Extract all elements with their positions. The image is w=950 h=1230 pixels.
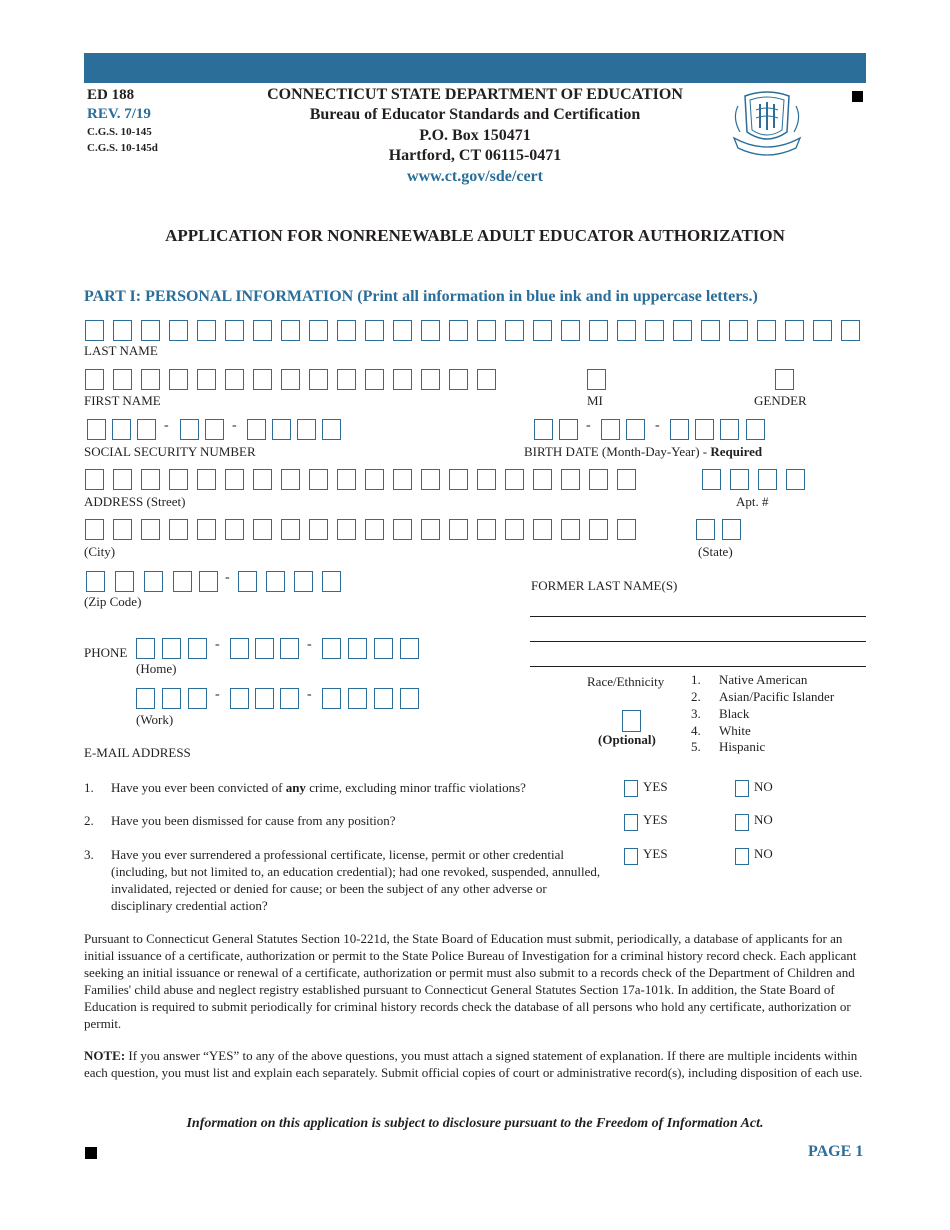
race-box[interactable] <box>622 710 641 732</box>
no-label: NO <box>754 779 773 794</box>
race-option-num: 4. <box>691 723 701 738</box>
email-label: E-MAIL ADDRESS <box>84 745 191 760</box>
apt-label: Apt. # <box>736 494 769 509</box>
mi-label: MI <box>587 393 603 408</box>
ssn-label: SOCIAL SECURITY NUMBER <box>84 444 256 459</box>
race-option-label: White <box>719 723 751 738</box>
no-label: NO <box>754 812 773 827</box>
page-number: PAGE 1 <box>808 1143 864 1160</box>
work-label: (Work) <box>136 712 174 727</box>
race-option-num: 3. <box>691 706 701 721</box>
address-label: ADDRESS (Street) <box>84 494 186 509</box>
first-name-label: FIRST NAME <box>84 393 161 408</box>
zip-label: (Zip Code) <box>84 594 142 609</box>
city-address: Hartford, CT 06115-0471 <box>388 147 562 164</box>
state-label: (State) <box>698 544 733 559</box>
yes-label: YES <box>643 812 668 827</box>
q2-no-checkbox[interactable] <box>735 814 749 831</box>
header-bar <box>84 53 866 83</box>
birth-dash-1: - <box>586 418 591 433</box>
home-label: (Home) <box>136 661 177 676</box>
last-name-label: LAST NAME <box>84 343 158 358</box>
former-last-name-line-2[interactable] <box>530 641 866 642</box>
gender-label: GENDER <box>754 393 807 408</box>
race-option-label: Asian/Pacific Islander <box>719 689 835 704</box>
form-revision: REV. 7/19 <box>87 106 151 122</box>
race-option-num: 1. <box>691 672 701 687</box>
statute-paragraph: Pursuant to Connecticut General Statutes Section 10-221d, the State Board of Education must submit, periodically, a database of applicants for an initial issuance of a certificate, authorization or permit to the State Police Bureau of Investigation for a criminal history record check. Each applicant seeking an initial issuance or renewal of a certificate, authorization or permit must also submit to a records check of the Department of Children and Families' child abuse and neglect registry established pursuant to Connecticut General Statutes Section 17a-101k. In addition, the State Board of Education is required to submit periodically for criminal history records check the database of all persons who hold any certificate, authorization or permit. <box>84 931 857 1031</box>
part1-title: PART I: PERSONAL INFORMATION <box>84 288 354 305</box>
yes-label: YES <box>643 846 668 861</box>
ssn-dash-2: - <box>232 418 237 433</box>
foi-notice: Information on this application is subject to disclosure pursuant to the Freedom of Information Act. <box>186 1116 764 1131</box>
former-last-name-line-1[interactable] <box>530 616 866 617</box>
website-link[interactable]: www.ct.gov/sde/cert <box>407 168 543 185</box>
bureau-name: Bureau of Educator Standards and Certification <box>309 106 641 123</box>
note-paragraph: NOTE: If you answer “YES” to any of the above questions, you must attach a signed statement of explanation. If there are multiple incidents within each question, you must list and explain each separately. Submit official copies of court or administrative record(s), including disposition of each use. <box>84 1048 863 1080</box>
part1-heading <box>84 288 758 306</box>
state-seal-icon <box>730 88 804 160</box>
no-label: NO <box>754 846 773 861</box>
work-phone-dash-2: - <box>307 687 312 702</box>
race-option-num: 2. <box>691 689 701 704</box>
q1-yes-checkbox[interactable] <box>624 780 638 797</box>
part1-instructions: (Print all information in blue ink and in uppercase letters.) <box>357 288 758 305</box>
former-last-name-line-3[interactable] <box>530 666 866 667</box>
race-optional-label: (Optional) <box>598 732 656 747</box>
race-label: Race/Ethnicity <box>587 674 665 689</box>
home-phone-dash-1: - <box>215 637 220 652</box>
q1-no-checkbox[interactable] <box>735 780 749 797</box>
phone-label: PHONE <box>84 645 128 660</box>
race-option-label: Hispanic <box>719 739 766 754</box>
form-title: APPLICATION FOR NONRENEWABLE ADULT EDUCATOR AUTHORIZATION <box>165 226 785 245</box>
q3-no-checkbox[interactable] <box>735 848 749 865</box>
home-phone-dash-2: - <box>307 637 312 652</box>
race-option-num: 5. <box>691 739 701 754</box>
gender-box[interactable] <box>775 369 794 390</box>
middle-initial-box[interactable] <box>587 369 606 390</box>
department-name: CONNECTICUT STATE DEPARTMENT OF EDUCATION <box>267 86 683 103</box>
form-id: ED 188 <box>87 87 135 103</box>
yes-label: YES <box>643 779 668 794</box>
ssn-dash-1: - <box>164 418 169 433</box>
registration-mark <box>852 91 863 102</box>
birth-date-label: BIRTH DATE (Month-Day-Year) - Required <box>524 444 763 459</box>
registration-mark <box>85 1147 97 1159</box>
q3-yes-checkbox[interactable] <box>624 848 638 865</box>
statute-ref-2: C.G.S. 10-145d <box>87 142 158 154</box>
former-last-name-label: FORMER LAST NAME(S) <box>531 578 678 593</box>
statute-ref-1: C.G.S. 10-145 <box>87 126 152 138</box>
birth-dash-2: - <box>655 418 660 433</box>
po-box: P.O. Box 150471 <box>419 127 531 144</box>
q2-yes-checkbox[interactable] <box>624 814 638 831</box>
city-label: (City) <box>84 544 116 559</box>
zip-dash: - <box>225 570 230 585</box>
race-option-label: Black <box>719 706 750 721</box>
work-phone-dash-1: - <box>215 687 220 702</box>
race-option-label: Native American <box>719 672 808 687</box>
